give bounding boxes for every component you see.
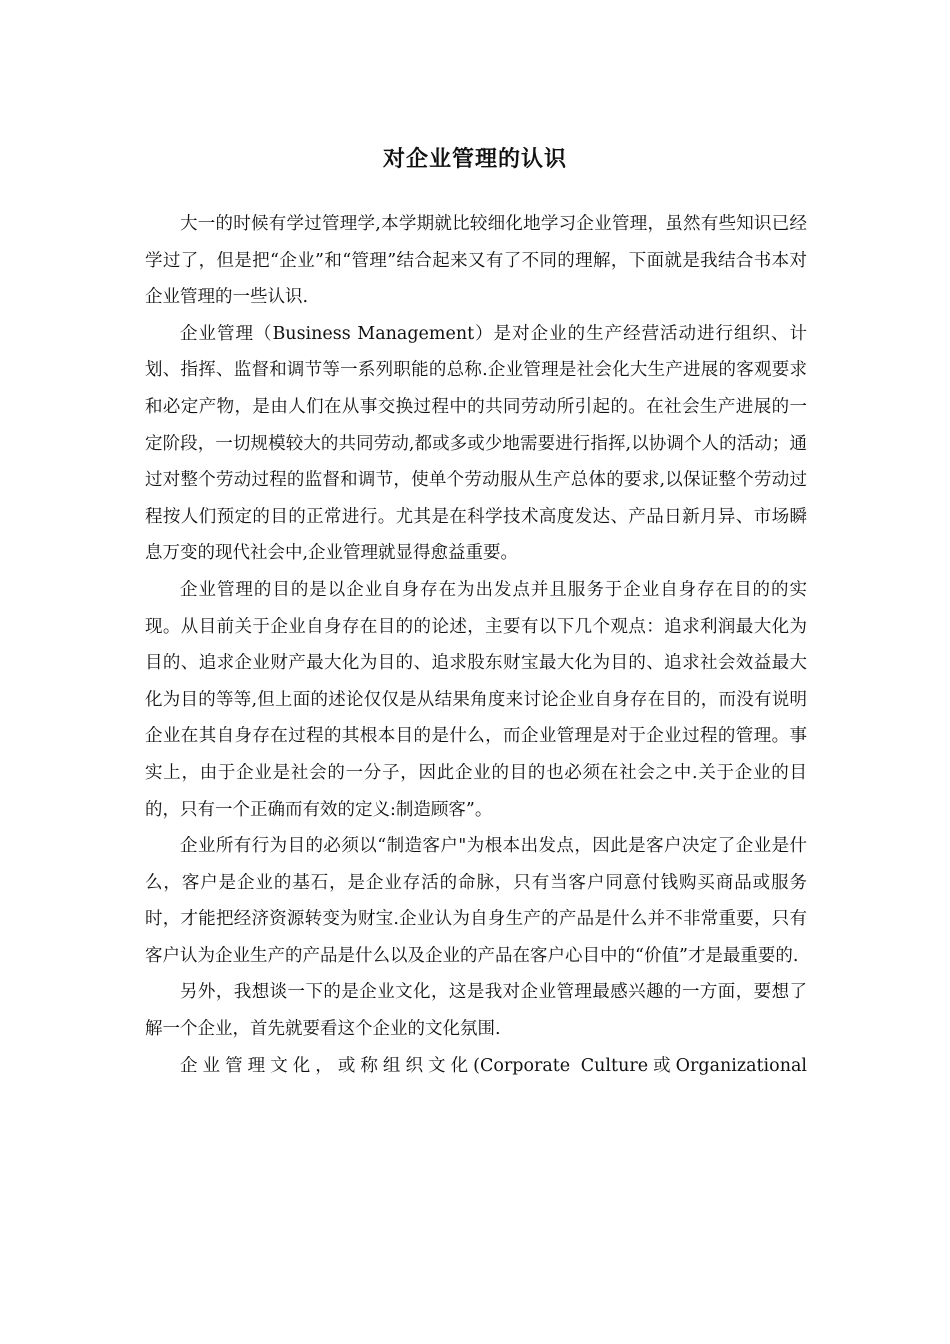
paragraph-customer: 企业所有行为目的必须以“制造客户"为根本出发点，因此是客户决定了企业是什么，客户是企业的基石，是企业存活的命脉，只有当客户同意付钱购买商品或服务时，才能把经济资源转变为财宝.企业认为自身生产的产品是什么并不非常重要，只有客户认为企业生产的产品是什么以及企业的产品在客户心目中的“价值”才是最重要的. <box>145 836 807 966</box>
document-title: 对企业管理的认识 <box>382 147 567 172</box>
paragraph-culture-intro: 另外，我想谈一下的是企业文化，这是我对企业管理最感兴趣的一方面，要想了解一个企业，首先就要看这个企业的文化氛围. <box>145 982 807 1040</box>
paragraph-culture-definition: 企业管理文化，或称组织文化(Corporate Culture或Organizational <box>180 1055 807 1076</box>
paragraph-definition: 企业管理（Business Management）是对企业的生产经营活动进行组织、计划、指挥、监督和调节等一系列职能的总称.企业管理是社会化大生产进展的客观要求和必定产物，是由人们在从事交换过程中的共同劳动所引起的。在社会生产进展的一定阶段，一切规模较大的共同劳动,都或多或少地需要进行指挥,以协调个人的活动；通过对整个劳动过程的监督和调节，使单个劳动服从生产总体的要求,以保证整个劳动过程按人们预定的目的正常进行。尤其是在科学技术高度发达、产品日新月异、市场瞬息万变的现代社会中,企业管理就显得愈益重要。 <box>145 323 807 564</box>
document-body <box>145 206 807 1084</box>
paragraph-intro: 大一的时候有学过管理学,本学期就比较细化地学习企业管理，虽然有些知识已经学过了，但是把“企业”和“管理”结合起来又有了不同的理解，下面就是我结合书本对企业管理的一些认识. <box>145 214 807 308</box>
paragraph-purpose: 企业管理的目的是以企业自身存在为出发点并且服务于企业自身存在目的的实现。从目前关于企业自身存在目的的论述，主要有以下几个观点：追求利润最大化为目的、追求企业财产最大化为目的、追求股东财宝最大化为目的、追求社会效益最大化为目的等等,但上面的述论仅仅是从结果角度来讨论企业自身存在目的，而没有说明企业在其自身存在过程的其根本目的是什么，而企业管理是对于企业过程的管理。事实上，由于企业是社会的一分子，因此企业的目的也必须在社会之中.关于企业的目的，只有一个正确而有效的定义:制造顾客”。 <box>145 579 807 820</box>
